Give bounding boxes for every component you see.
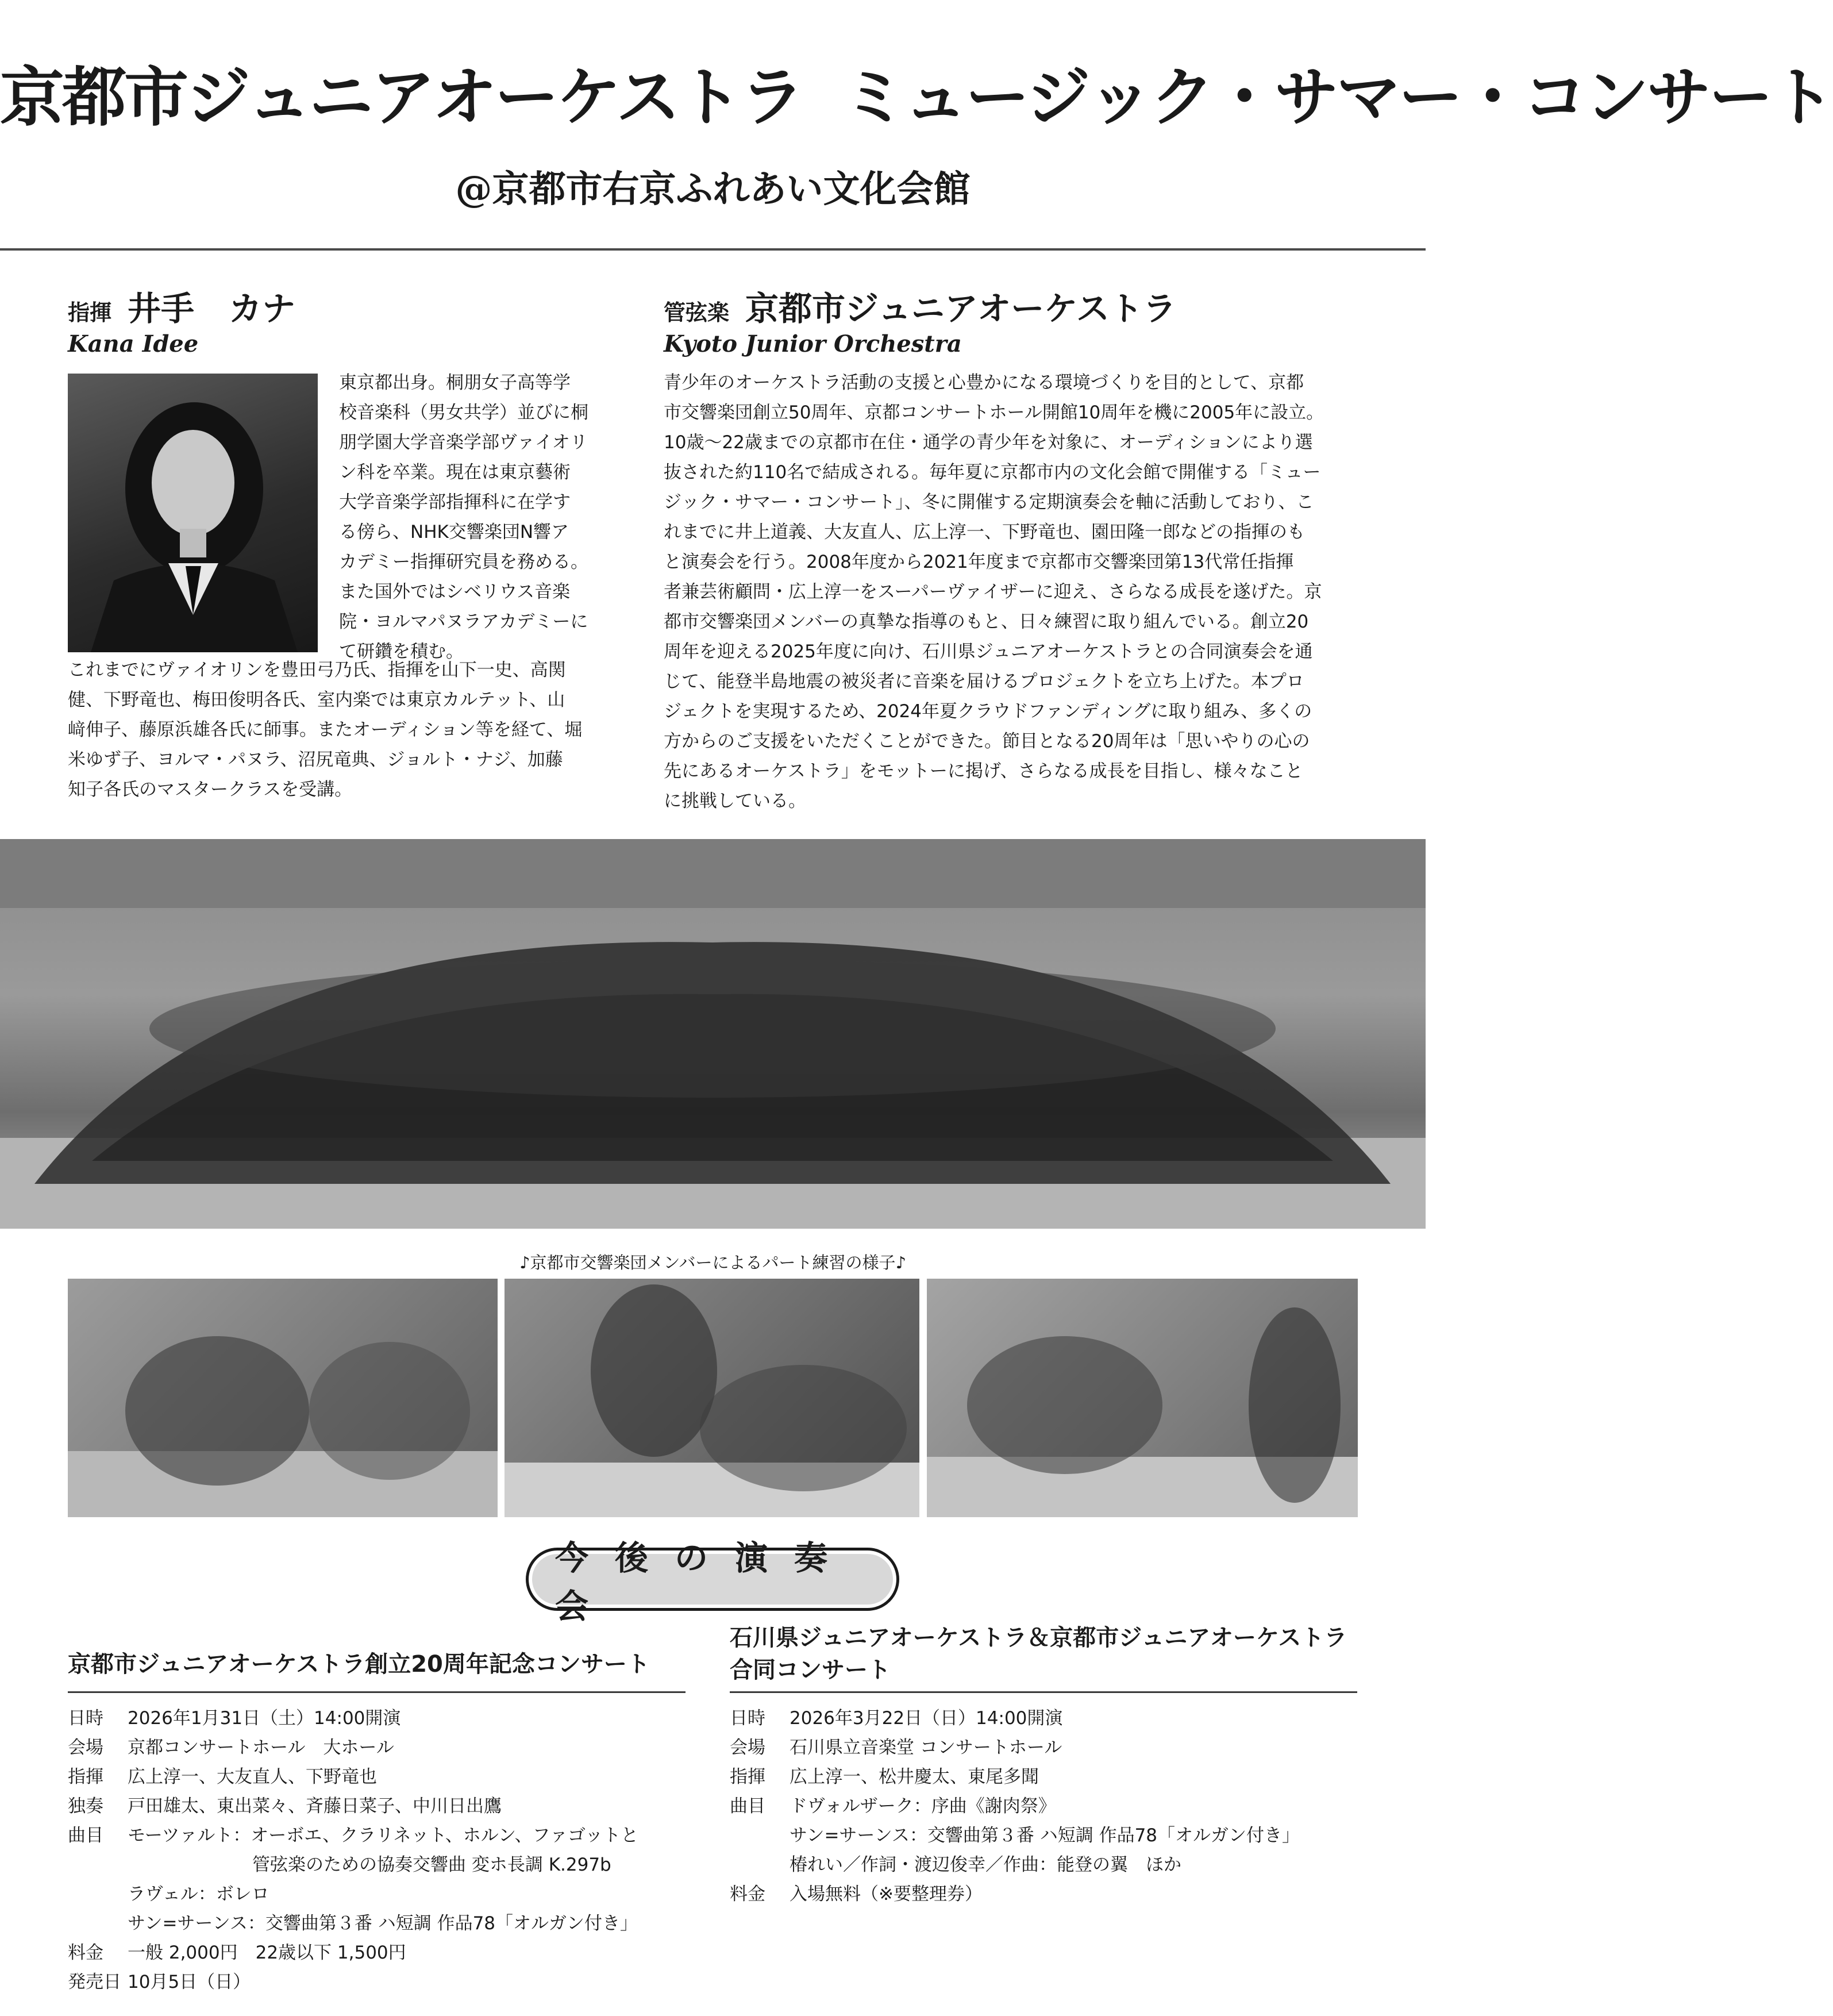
conductor-bio-line: 院・ヨルマパヌラアカデミーに <box>339 611 588 632</box>
concert2-row-program-cont <box>730 1821 1362 1850</box>
row-value: 広上淳一、松井慶太、東尾多聞 <box>790 1767 1039 1787</box>
row-value: 戸田雄太、東出菜々、斉藤日菜子、中川日出鷹 <box>128 1796 502 1817</box>
row-label: 曲目 <box>68 1825 103 1846</box>
concert2-details <box>730 1704 1362 1909</box>
row-label: 指揮 <box>68 1767 103 1787</box>
orchestra-name-en: Kyoto Junior Orchestra <box>664 330 962 357</box>
row-value: 一般 2,000円 22歳以下 1,500円 <box>128 1942 406 1963</box>
concert1-divider <box>68 1691 686 1693</box>
concert1-row-venue <box>68 1733 691 1763</box>
concert2-title-line2: 合同コンサート <box>730 1657 891 1683</box>
orchestra-role: 管弦楽 <box>664 299 730 325</box>
concert1-row-datetime <box>68 1704 691 1733</box>
concert1-row-soloists <box>68 1792 691 1821</box>
concert2-title-line1: 石川県ジュニアオーケストラ＆京都市ジュニアオーケストラ <box>730 1625 1347 1651</box>
concert2-row-datetime <box>730 1704 1362 1733</box>
orchestra-heading <box>664 282 1176 330</box>
orchestra-bio-line: 先にあるオーケストラ」をモットーに掲げ、さらなる成長を目指し、様々なこと <box>664 761 1303 782</box>
concert1-details <box>68 1704 691 1997</box>
orchestra-bio-line: 抜された約110名で結成される。毎年夏に京都市内の文化会館で開催する「ミュー <box>664 462 1321 483</box>
row-value: 2026年1月31日（土）14:00開演 <box>128 1708 401 1729</box>
orchestra-bio-line: 周年を迎える2025年度に向け、石川県ジュニアオーケストラとの合同演奏会を通 <box>664 641 1313 662</box>
row-label <box>68 1850 128 1880</box>
conductor-heading <box>68 282 295 330</box>
conductor-bio-line: これまでにヴァイオリンを豊田弓乃氏、指揮を山下一史、高関 <box>68 660 566 680</box>
concert2-row-program-cont <box>730 1850 1362 1880</box>
practice-photo-winds <box>68 1279 498 1517</box>
row-label: 料金 <box>730 1884 765 1905</box>
row-value: 椿れい／作詞・渡辺俊幸／作曲：能登の翼 ほか <box>790 1855 1181 1875</box>
row-label: 指揮 <box>730 1767 765 1787</box>
conductor-name-given: カナ <box>229 289 296 328</box>
row-label: 曲目 <box>730 1796 765 1817</box>
concert1-row-conductor <box>68 1763 691 1792</box>
row-value: 広上淳一、大友直人、下野竜也 <box>128 1767 377 1787</box>
orchestra-name: 京都市ジュニアオーケストラ <box>745 289 1176 328</box>
conductor-role: 指揮 <box>68 299 112 325</box>
row-value: ラヴェル：ボレロ <box>128 1884 269 1905</box>
concert1-row-sale-date <box>68 1968 691 1997</box>
conductor-bio-line: 米ゆず子、ヨルマ・パヌラ、沼尻竜典、ジョルト・ナジ、加藤 <box>68 749 563 770</box>
conductor-bio-line: 東京都出身。桐朋女子高等学 <box>339 372 571 393</box>
conductor-bio-wrap <box>339 368 609 667</box>
conductor-bio-line: また国外ではシベリウス音楽 <box>339 582 571 602</box>
conductor-bio-line: カデミー指揮研究員を務める。 <box>339 552 588 572</box>
row-value: サン=サーンス：交響曲第３番 ハ短調 作品78「オルガン付き」 <box>128 1913 638 1934</box>
orchestra-bio-line: じて、能登半島地震の被災者に音楽を届けるプロジェクトを立ち上げた。本プロ <box>664 671 1304 692</box>
conductor-portrait <box>68 374 318 652</box>
row-value: 石川県立音楽堂 コンサートホール <box>790 1737 1062 1758</box>
orchestra-bio-line: 青少年のオーケストラ活動の支援と心豊かになる環境づくりを目的として、京都 <box>664 372 1304 393</box>
concert1-row-program-cont <box>68 1909 691 1938</box>
orchestra-bio-line: 方からのご支援をいただくことができた。節目となる20周年は「思いやりの心の <box>664 731 1310 752</box>
concert1-row-program-cont <box>68 1880 691 1909</box>
row-value: 京都コンサートホール 大ホール <box>128 1737 394 1758</box>
concert1-title: 京都市ジュニアオーケストラ創立20周年記念コンサート <box>68 1651 650 1678</box>
venue-subtitle: @京都市右京ふれあい文化会館 <box>455 168 971 211</box>
row-value: 10月5日（日） <box>128 1972 251 1992</box>
conductor-bio-line: 﨑伸子、藤原浜雄各氏に師事。またオーディション等を経て、堀 <box>68 720 583 740</box>
concert1-row-price <box>68 1938 691 1968</box>
orchestra-bio-line: ジック・サマー・コンサート」、冬に開催する定期演奏会を軸に活動しており、こ <box>664 492 1314 513</box>
conductor-bio-line: 大学音楽学部指揮科に在学す <box>339 492 571 513</box>
row-label: 料金 <box>68 1942 103 1963</box>
orchestra-bio-line: 都市交響楽団メンバーの真摯な指導のもと、日々練習に取り組んでいる。創立20 <box>664 611 1309 632</box>
row-label: 日時 <box>68 1708 103 1729</box>
upcoming-concerts-badge <box>526 1538 899 1626</box>
orchestra-bio-line: ジェクトを実現するため、2024年夏クラウドファンディングに取り組み、多くの <box>664 701 1312 722</box>
conductor-name-en: Kana Idee <box>68 330 199 357</box>
row-value: 2026年3月22日（日）14:00開演 <box>790 1708 1063 1729</box>
practice-photo-strings <box>505 1279 919 1517</box>
conductor-bio-line: 校音楽科（男女共学）並びに桐 <box>339 402 588 423</box>
row-label: 会場 <box>730 1737 765 1758</box>
row-label: 会場 <box>68 1737 103 1758</box>
title-orchestra: 京都市ジュニアオーケストラ <box>0 60 803 135</box>
row-label: 発売日 <box>68 1972 121 1992</box>
title-concert: ミュージック・サマー・コンサート <box>842 60 1833 135</box>
page-title <box>0 55 1833 141</box>
upcoming-concerts-label: 今後の演奏会 <box>555 1538 854 1626</box>
row-label <box>68 1880 128 1909</box>
concert2-title <box>730 1622 1347 1686</box>
concert2-row-venue <box>730 1733 1362 1763</box>
header-divider <box>0 248 1426 251</box>
row-label: 日時 <box>730 1708 765 1729</box>
orchestra-bio-line: 市交響楽団創立50周年、京都コンサートホール開館10周年を機に2005年に設立。 <box>664 402 1324 423</box>
conductor-bio-line: る傍ら、NHK交響楽団N響ア <box>339 522 569 543</box>
orchestra-bio-line: 10歳～22歳までの京都市在住・通学の青少年を対象に、オーディションにより選 <box>664 432 1313 453</box>
row-label <box>730 1821 790 1850</box>
concert1-row-program-cont <box>68 1850 691 1880</box>
concert1-row-program <box>68 1821 691 1850</box>
orchestra-bio-line: れまでに井上道義、大友直人、広上淳一、下野竜也、園田隆一郎などの指揮のも <box>664 522 1305 543</box>
row-value: サン=サーンス：交響曲第３番 ハ短調 作品78「オルガン付き」 <box>790 1825 1300 1846</box>
conductor-bio-line: て研鑽を積む。 <box>339 641 464 662</box>
conductor-bio-line: 朋学園大学音楽学部ヴァイオリ <box>339 432 588 453</box>
conductor-bio-line: ン科を卒業。現在は東京藝術 <box>339 462 571 483</box>
row-value: 入場無料（※要整理券） <box>790 1884 983 1905</box>
row-value: 管弦楽のための協奏交響曲 変ホ長調 K.297b <box>128 1855 611 1875</box>
concert2-row-conductor <box>730 1763 1362 1792</box>
conductor-bio-line: 健、下野竜也、梅田俊明各氏、室内楽では東京カルテット、山 <box>68 690 565 710</box>
orchestra-bio-line: に挑戦している。 <box>664 791 806 811</box>
conductor-bio-wrap-full <box>68 655 608 805</box>
concert2-divider <box>730 1691 1357 1693</box>
conductor-name-family: 井手 <box>128 289 195 328</box>
orchestra-bio-line: と演奏会を行う。2008年度から2021年度まで京都市交響楽団第13代常任指揮 <box>664 552 1294 572</box>
row-label: 独奏 <box>68 1796 103 1817</box>
row-label <box>68 1909 128 1938</box>
orchestra-group-photo <box>0 839 1426 1229</box>
practice-photo-percussion <box>927 1279 1358 1517</box>
conductor-bio-line: 知子各氏のマスタークラスを受講。 <box>68 779 353 800</box>
row-value: モーツァルト：オーボエ、クラリネット、ホルン、ファゴットと <box>128 1825 639 1846</box>
orchestra-bio-line: 者兼芸術顧問・広上淳一をスーパーヴァイザーに迎え、さらなる成長を遂げた。京 <box>664 582 1322 602</box>
concert2-row-price <box>730 1880 1362 1909</box>
orchestra-bio-wrap <box>664 368 1362 816</box>
concert2-row-program <box>730 1792 1362 1821</box>
practice-caption: ♪京都市交響楽団メンバーによるパート練習の様子♪ <box>519 1253 906 1272</box>
row-value: ドヴォルザーク：序曲《謝肉祭》 <box>790 1796 1056 1817</box>
row-label <box>730 1850 790 1880</box>
